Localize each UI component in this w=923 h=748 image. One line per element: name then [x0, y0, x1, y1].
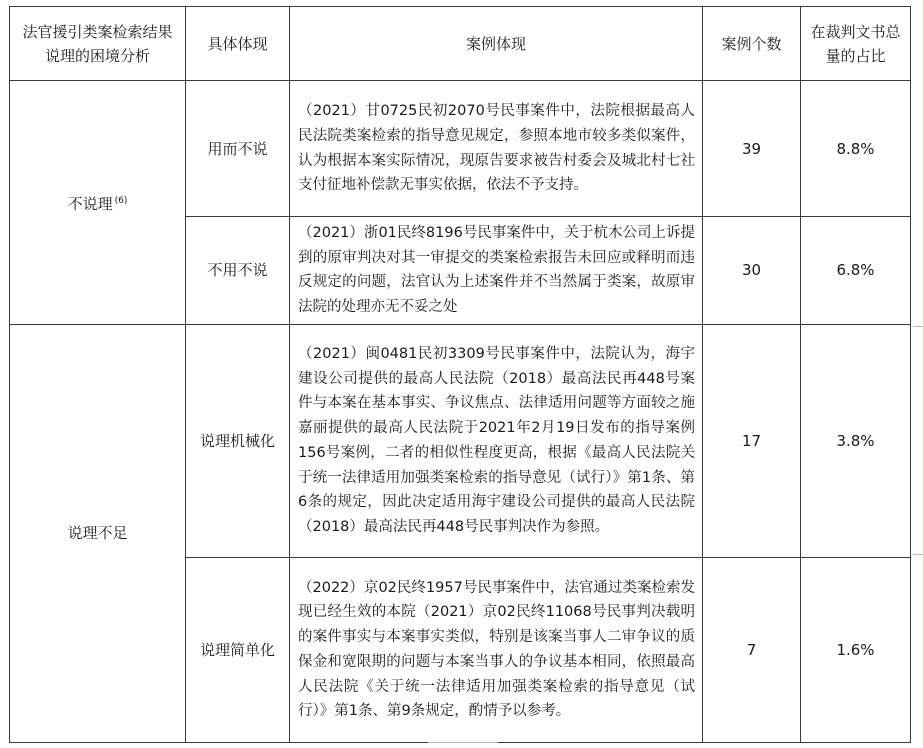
ratio-cell: 8.8%: [801, 81, 911, 217]
count-cell: 17: [703, 324, 801, 557]
table-row: [10, 324, 911, 557]
case-cell: （2022）京02民终1957号民事案件中，法官通过类案检索发现已经生效的本院（2021）京02民终11068号民事判决载明的案件事实与本案事实类似，特别是该案当事人二审争议的质保金和宽限期的问题与本案当事人的争议基本相同，依照最高人民法院《关于统一法律适用加强类案检索的指导意见（试行）》第1条、第9条规定，酌情予以参考。: [290, 557, 703, 742]
header-ratio: 在裁判文书总量的占比: [801, 7, 911, 81]
group-label: 不说理: [67, 194, 113, 213]
case-cell: （2021）闽0481民初3309号民事案件中，法院认为，海宇建设公司提供的最高人民法院（2018）最高法民再448号案件与本案在基本事实、争议焦点、法律适用问题等方面较之施嘉丽提供的最高人民法院于2021年2月19日发布的指导案例156号案例，二者的相似性程度更高，根据《最高人民法院关于统一法律适用加强类案检索的指导意见（试行）》第1条、第6条的规定，因此决定适用海宇建设公司提供的最高人民法院（2018）最高法民再448号民事判决作为参照。: [290, 324, 703, 557]
header-manifestation: 具体体现: [186, 7, 290, 81]
row-resize-marker: [428, 742, 498, 743]
header-count: 案例个数: [703, 7, 801, 81]
case-cell: （2021）浙01民终8196号民事案件中，关于杭木公司上诉提到的原审判决对其一审提交的类案检索报告未回应或释明而违反规定的问题，法官认为上述案件并不当然属于类案，故原审法院的处理亦无不妥之处: [290, 217, 703, 325]
ratio-cell: 6.8%: [801, 217, 911, 325]
column-resize-marker: [913, 554, 923, 555]
header-row: [10, 7, 911, 81]
manifestation-cell: 不用不说: [186, 217, 290, 325]
group-label-cell: [10, 324, 186, 742]
manifestation-cell: 说理机械化: [186, 324, 290, 557]
header-case: 案例体现: [290, 7, 703, 81]
count-cell: 39: [703, 81, 801, 217]
column-resize-marker: [913, 326, 923, 327]
table-row: [10, 81, 911, 217]
header-dilemma: 法官援引类案检索结果说理的困境分析: [10, 7, 186, 81]
case-analysis-table: [9, 6, 911, 743]
manifestation-cell: 说理简单化: [186, 557, 290, 742]
ratio-cell: 3.8%: [801, 324, 911, 557]
count-cell: 30: [703, 217, 801, 325]
manifestation-cell: 用而不说: [186, 81, 290, 217]
count-cell: 7: [703, 557, 801, 742]
ratio-cell: 1.6%: [801, 557, 911, 742]
group-label-cell: [10, 81, 186, 325]
footnote-marker: (6): [114, 195, 128, 206]
group-label: 说理不足: [67, 524, 128, 543]
case-cell: （2021）甘0725民初2070号民事案件中，法院根据最高人民法院类案检索的指导意见规定，参照本地市较多类似案件，认为根据本案实际情况，现原告要求被告村委会及城北村七社支付征地补偿款无事实依据，依法不予支持。: [290, 81, 703, 217]
